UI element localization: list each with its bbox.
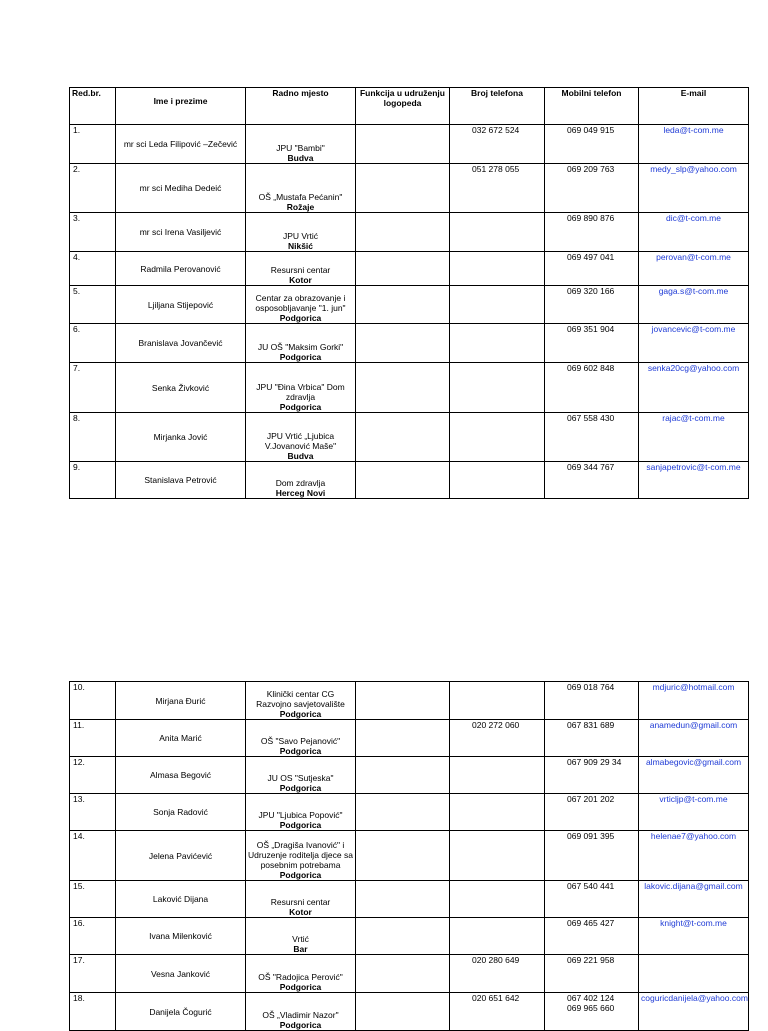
mobile-number: 069 890 876 [567,213,615,223]
workplace [246,252,356,286]
workplace-city: Podgorica [279,313,322,323]
phone-number [450,881,545,918]
mobile-number: 067 402 124 [567,993,615,1003]
phone-number: 020 280 649 [450,955,545,993]
workplace [246,757,356,794]
mobile-number: 069 320 166 [567,286,615,296]
phone-number [450,794,545,831]
workplace [246,213,356,252]
phone-number [450,831,545,881]
contacts-table-2 [69,681,749,1031]
phone-number [450,413,545,462]
phone-number: 020 272 060 [450,720,545,757]
mobile-cell [545,324,639,363]
workplace [246,955,356,993]
phone-number [450,286,545,324]
function-cell [356,881,450,918]
function-cell [356,413,450,462]
workplace-name: Resursni centar [270,897,331,907]
row-number: 1. [70,125,116,164]
workplace-name: JPU Vrtić „Ljubica V.Jovanović Maše" [264,431,337,451]
function-cell [356,794,450,831]
phone-number [450,682,545,720]
mobile-cell [545,757,639,794]
workplace-name: Centar za obrazovanje i osposobljavanje "1. jun" [255,293,346,313]
mobile-number: 069 351 904 [567,324,615,334]
mobile-cell [545,213,639,252]
workplace-city: Podgorica [279,820,322,830]
workplace-city: Kotor [289,275,312,285]
email-link[interactable]: vrticljp@t-com.me [639,794,749,831]
row-number: 2. [70,164,116,213]
person-name: Almasa Begović [116,757,246,794]
row-number: 14. [70,831,116,881]
function-cell [356,757,450,794]
row-number: 12. [70,757,116,794]
contacts-table-1 [69,87,749,499]
function-cell [356,720,450,757]
table-row [70,955,749,993]
person-name: Senka Živković [116,363,246,413]
workplace-name: OŠ "Savo Pejanović" [260,736,341,746]
mobile-number: 067 201 202 [567,794,615,804]
person-name: Laković Dijana [116,881,246,918]
mobile-cell [545,164,639,213]
table-row [70,993,749,1031]
workplace-city: Podgorica [279,870,322,880]
phone-number [450,918,545,955]
person-name: Ljiljana Stijepović [116,286,246,324]
phone-number [450,363,545,413]
mobile-cell [545,125,639,164]
workplace [246,462,356,499]
header-workplace: Radno mjesto [246,88,356,125]
email-link[interactable]: lakovic.dijana@gmail.com [639,881,749,918]
function-cell [356,324,450,363]
row-number: 15. [70,881,116,918]
mobile-number: 069 209 763 [567,164,615,174]
table-row [70,794,749,831]
table-row [70,125,749,164]
mobile-number: 067 909 29 34 [567,757,622,767]
mobile-cell [545,286,639,324]
header-no: Red.br. [70,88,116,125]
email-link[interactable]: leda@t-com.me [639,125,749,164]
function-cell [356,213,450,252]
row-number: 8. [70,413,116,462]
workplace [246,720,356,757]
email-link[interactable]: dic@t-com.me [639,213,749,252]
person-name: Vesna Janković [116,955,246,993]
header-email: E-mail [639,88,749,125]
workplace [246,794,356,831]
mobile-cell [545,252,639,286]
phone-number: 020 651 642 [450,993,545,1031]
person-name: Mirjanka Jović [116,413,246,462]
mobile-number: 069 465 427 [567,918,615,928]
email-link[interactable]: coguricdanijela@yahoo.com [639,993,749,1031]
table-row [70,720,749,757]
mobile-cell [545,413,639,462]
email-link[interactable]: mdjuric@hotmail.com [639,682,749,720]
phone-number [450,324,545,363]
function-cell [356,831,450,881]
workplace [246,413,356,462]
table-row [70,918,749,955]
person-name: mr sci Irena Vasiljević [116,213,246,252]
header-phone: Broj telefona [450,88,545,125]
email-link[interactable]: almabegovic@gmail.com [639,757,749,794]
function-cell [356,918,450,955]
workplace-city: Podgorica [279,982,322,992]
email-link[interactable]: sanjapetrovic@t-com.me [639,462,749,499]
workplace-city: Budva [287,451,314,461]
workplace-name: Dom zdravlja [275,478,326,488]
mobile-cell [545,462,639,499]
workplace-city: Kotor [289,907,312,917]
mobile-number: 069 221 958 [567,955,615,965]
row-number: 9. [70,462,116,499]
workplace-city: Nikšić [287,241,314,251]
mobile-cell [545,831,639,881]
workplace-city: Herceg Novi [275,488,326,498]
row-number: 6. [70,324,116,363]
person-name: Sonja Radović [116,794,246,831]
mobile-cell [545,918,639,955]
function-cell [356,286,450,324]
row-number: 3. [70,213,116,252]
workplace [246,993,356,1031]
table-row [70,757,749,794]
workplace-city: Budva [287,153,314,163]
workplace [246,918,356,955]
mobile-cell [545,993,639,1031]
mobile-number: 067 540 441 [567,881,615,891]
row-number: 5. [70,286,116,324]
mobile-number: 067 558 430 [567,413,615,423]
email-link[interactable]: medy_slp@yahoo.com [639,164,749,213]
workplace-name: OŠ „Mustafa Pećanin" [258,192,343,202]
table-row [70,324,749,363]
header-function: Funkcija u udruženju logopeda [356,88,450,125]
phone-number: 051 278 055 [450,164,545,213]
table-row [70,164,749,213]
workplace-city: Podgorica [279,783,322,793]
table-row [70,363,749,413]
phone-number: 032 672 524 [450,125,545,164]
phone-number [450,252,545,286]
table-row [70,831,749,881]
email-link[interactable]: anamedun@gmail.com [639,720,749,757]
workplace-name: OŠ „Vladimir Nazor" [262,1010,339,1020]
phone-number [450,757,545,794]
workplace-city: Rožaje [286,202,315,212]
row-number: 16. [70,918,116,955]
workplace-name: JPU "Bambi" [276,143,325,153]
email-link[interactable]: rajac@t-com.me [639,413,749,462]
person-name: mr sci Mediha Dedeić [116,164,246,213]
table-row [70,682,749,720]
workplace-name: Vrtić [292,934,309,944]
workplace-name: JPU "Đina Vrbica" Dom zdravlja [256,382,345,402]
workplace-name: OŠ „Dragiša Ivanović" i Udruzenje roditelja djece sa posebnim potrebama [248,840,353,870]
email-link[interactable]: senka20cg@yahoo.com [639,363,749,413]
person-name: Branislava Jovančević [116,324,246,363]
email-link[interactable] [639,955,749,993]
workplace [246,286,356,324]
row-number: 7. [70,363,116,413]
header-row [70,88,749,125]
table-row [70,881,749,918]
workplace-name: OŠ "Radojica Perović" [258,972,343,982]
mobile-number: 069 602 848 [567,363,615,373]
function-cell [356,955,450,993]
email-link[interactable]: jovancevic@t-com.me [639,324,749,363]
function-cell [356,682,450,720]
mobile-number: 069 091 395 [567,831,615,841]
workplace [246,125,356,164]
workplace-name: Klinički centar CG Razvojno savjetovalište [256,689,345,709]
email-link[interactable]: helenae7@yahoo.com [639,831,749,881]
person-name: Mirjana Đurić [116,682,246,720]
row-number: 13. [70,794,116,831]
workplace [246,164,356,213]
workplace-name: JU OS "Sutjeska" [267,773,334,783]
function-cell [356,363,450,413]
workplace [246,881,356,918]
mobile-number: 069 049 915 [567,125,615,135]
row-number: 10. [70,682,116,720]
function-cell [356,252,450,286]
workplace-name: Resursni centar [270,265,331,275]
person-name: Ivana Milenković [116,918,246,955]
person-name: Anita Marić [116,720,246,757]
workplace-city: Podgorica [279,402,322,412]
workplace-city: Podgorica [279,709,322,719]
header-mobile: Mobilni telefon [545,88,639,125]
workplace [246,324,356,363]
email-link[interactable]: knight@t-com.me [639,918,749,955]
workplace [246,831,356,881]
table-row [70,286,749,324]
email-link[interactable]: perovan@t-com.me [639,252,749,286]
row-number: 4. [70,252,116,286]
mobile-cell [545,794,639,831]
person-name: mr sci Leda Filipović –Zečević [116,125,246,164]
mobile-number: 069 018 764 [567,682,615,692]
workplace [246,363,356,413]
mobile-cell [545,955,639,993]
person-name: Stanislava Petrović [116,462,246,499]
workplace-city: Bar [293,944,308,954]
row-number: 17. [70,955,116,993]
mobile-cell [545,363,639,413]
mobile-number: 067 831 689 [567,720,615,730]
function-cell [356,164,450,213]
workplace-city: Podgorica [279,1020,322,1030]
workplace-city: Podgorica [279,352,322,362]
table-row [70,252,749,286]
phone-number [450,213,545,252]
person-name: Jelena Pavićević [116,831,246,881]
email-link[interactable]: gaga.s@t-com.me [639,286,749,324]
workplace-city: Podgorica [279,746,322,756]
function-cell [356,462,450,499]
table-row [70,462,749,499]
mobile-number: 069 497 041 [567,252,615,262]
header-name: Ime i prezime [116,88,246,125]
mobile-number: 069 344 767 [567,462,615,472]
function-cell [356,125,450,164]
row-number: 18. [70,993,116,1031]
mobile-number-2: 069 965 660 [567,1003,615,1013]
workplace [246,682,356,720]
mobile-cell [545,720,639,757]
person-name: Radmila Perovanović [116,252,246,286]
mobile-cell [545,881,639,918]
person-name: Danijela Čogurić [116,993,246,1031]
function-cell [356,993,450,1031]
table-row [70,413,749,462]
workplace-name: JPU Vrtić [282,231,319,241]
mobile-cell [545,682,639,720]
phone-number [450,462,545,499]
workplace-name: JPU "Ljubica Popović" [258,810,343,820]
table-row [70,213,749,252]
workplace-name: JU OŠ "Maksim Gorki" [257,342,344,352]
row-number: 11. [70,720,116,757]
